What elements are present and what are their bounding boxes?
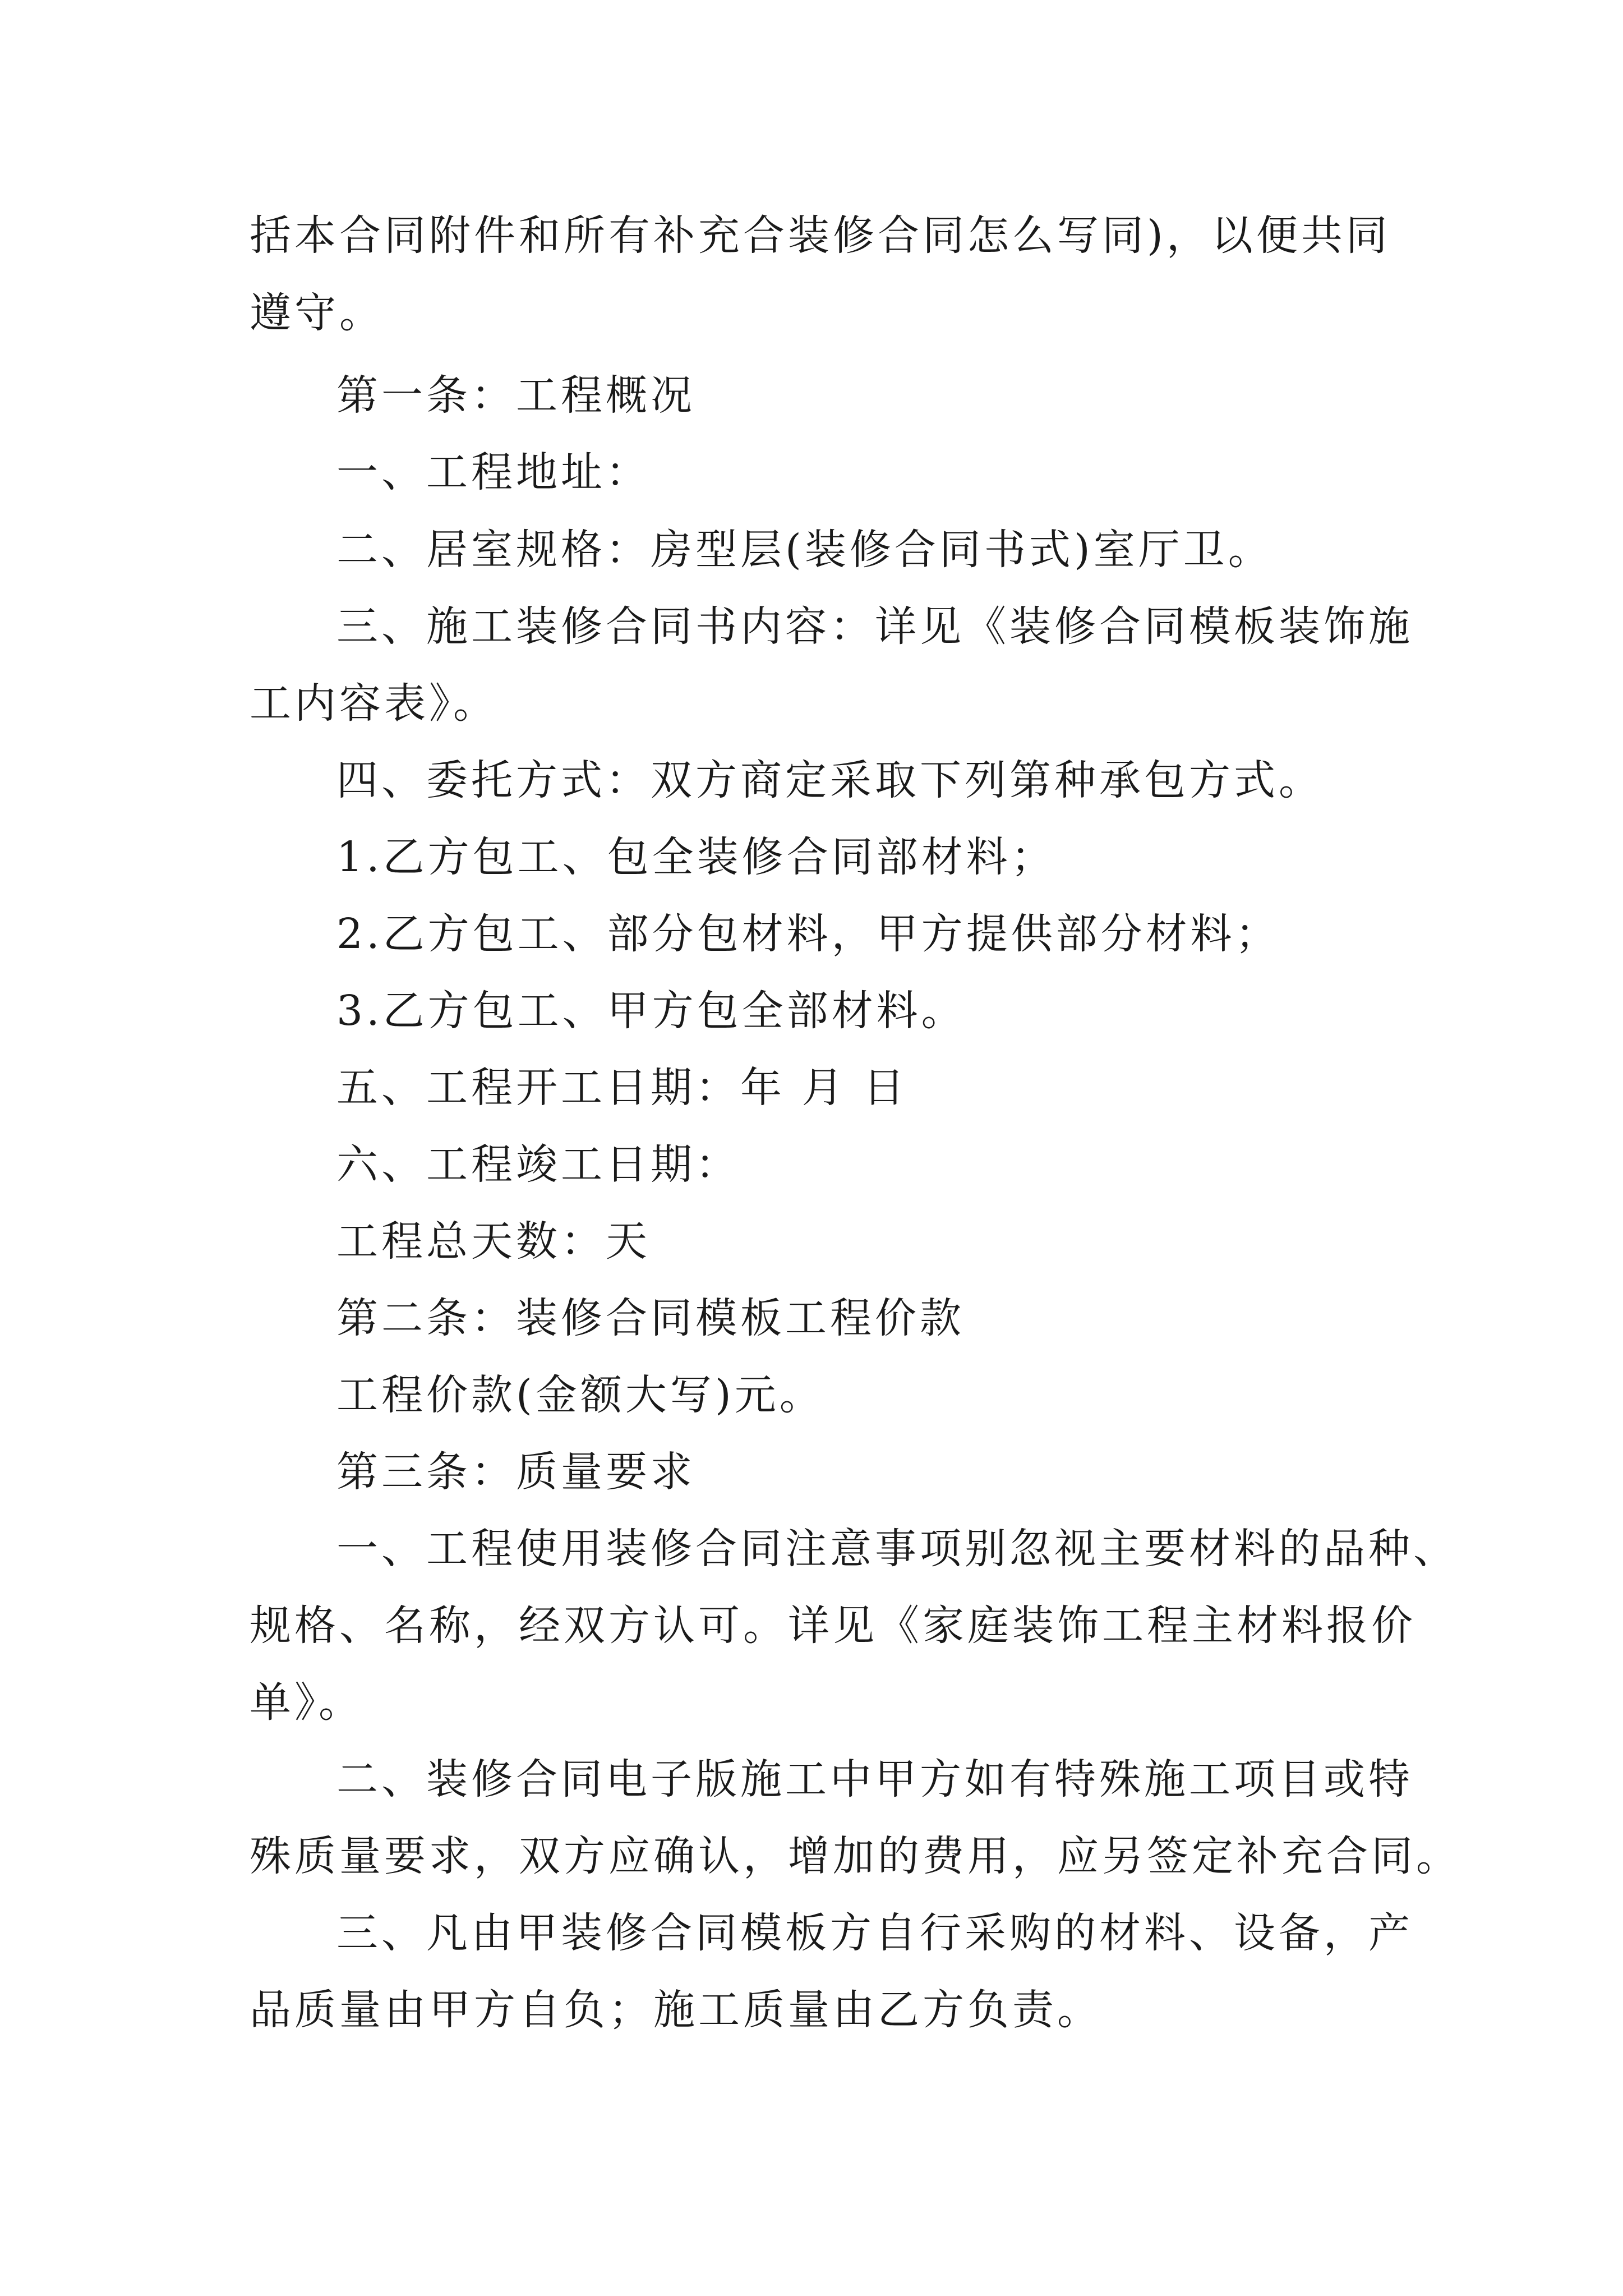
list-item: 1.乙方包工、包全装修合同部材料； bbox=[336, 833, 1056, 881]
section-heading: 第一条：工程概况 bbox=[336, 371, 695, 420]
paragraph-line: 规格、名称，经双方认可。详见《家庭装饰工程主材料报价 bbox=[250, 1602, 1416, 1650]
paragraph-line: 工程价款(金额大写)元。 bbox=[336, 1371, 824, 1419]
section-heading: 第三条：质量要求 bbox=[336, 1448, 695, 1496]
paragraph-line: 工程总天数：天 bbox=[336, 1217, 651, 1266]
paragraph-line: 二、居室规格：房型层(装修合同书式)室厅卫。 bbox=[336, 526, 1273, 574]
paragraph-line: 二、装修合同电子版施工中甲方如有特殊施工项目或特 bbox=[336, 1755, 1413, 1803]
paragraph-line: 三、施工装修合同书内容：详见《装修合同模板装饰施 bbox=[336, 602, 1413, 651]
list-item: 2.乙方包工、部分包材料，甲方提供部分材料； bbox=[336, 910, 1280, 958]
paragraph-line: 六、工程竣工日期： bbox=[336, 1140, 740, 1189]
section-heading: 第二条：装修合同模板工程价款 bbox=[336, 1294, 965, 1342]
paragraph-line: 品质量由甲方自负；施工质量由乙方负责。 bbox=[250, 1986, 1102, 2034]
paragraph-line: 括本合同附件和所有补充合装修合同怎么写同)，以便共同 bbox=[250, 211, 1391, 260]
paragraph-line: 遵守。 bbox=[250, 289, 384, 337]
paragraph-line: 工内容表》。 bbox=[250, 679, 498, 728]
list-item: 3.乙方包工、甲方包全部材料。 bbox=[336, 987, 966, 1035]
paragraph-line: 一、工程地址： bbox=[336, 448, 651, 496]
paragraph-line: 单》。 bbox=[250, 1678, 363, 1727]
paragraph-line: 一、工程使用装修合同注意事项别忽视主要材料的品种、 bbox=[336, 1525, 1458, 1573]
paragraph-line: 殊质量要求，双方应确认，增加的费用，应另签定补充合同。 bbox=[250, 1832, 1461, 1880]
paragraph-line: 四、委托方式：双方商定采取下列第种承包方式。 bbox=[336, 756, 1324, 804]
paragraph-line: 五、工程开工日期：年 月 日 bbox=[336, 1064, 909, 1112]
paragraph-line: 三、凡由甲装修合同模板方自行采购的材料、设备，产 bbox=[336, 1909, 1413, 1957]
